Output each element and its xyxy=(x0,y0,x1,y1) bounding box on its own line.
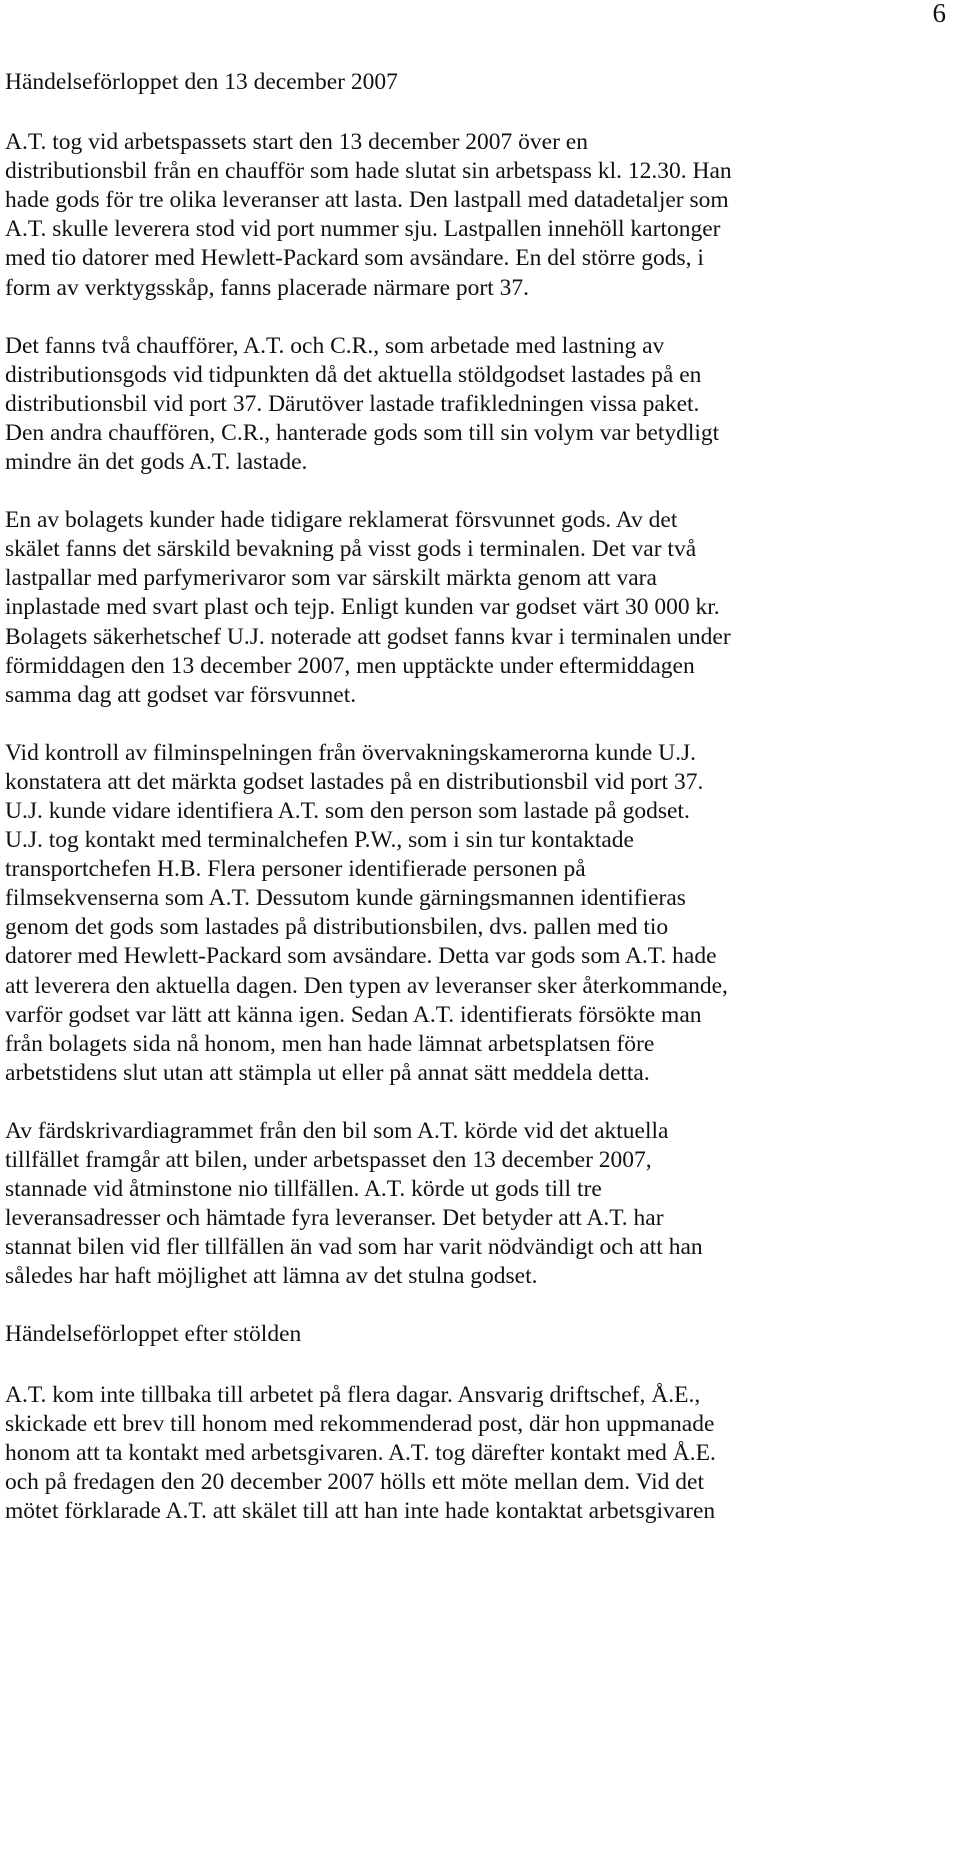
text-line: A.T. skulle leverera stod vid port nummer sju. Lastpallen innehöll kartonger xyxy=(5,216,721,243)
text-line: stannade vid åtminstone nio tillfällen. A.T. körde ut gods till tre xyxy=(5,1176,602,1203)
paragraph xyxy=(5,332,955,477)
text-line: form av verktygsskåp, fanns placerade närmare port 37. xyxy=(5,274,529,301)
text-line: hade gods för tre olika leveranser att lasta. Den lastpall med datadetaljer som xyxy=(5,187,729,214)
text-line: A.T. kom inte tillbaka till arbetet på flera dagar. Ansvarig driftschef, Å.E., xyxy=(5,1381,701,1408)
section-heading: Händelseförloppet den 13 december 2007 xyxy=(5,69,398,95)
text-line: och på fredagen den 20 december 2007 hölls ett möte mellan dem. Vid det xyxy=(5,1468,705,1495)
text-line: Bolagets säkerhetschef U.J. noterade att godset fanns kvar i terminalen under xyxy=(5,623,731,650)
paragraph xyxy=(5,739,955,1088)
text-line: skälet fanns det särskild bevakning på visst gods i terminalen. Det var två xyxy=(5,536,697,563)
text-line: Av färdskrivardiagrammet från den bil som A.T. körde vid det aktuella xyxy=(5,1117,669,1144)
text-line: stannat bilen vid fler tillfällen än vad som har varit nödvändigt och att han xyxy=(5,1234,703,1261)
text-line: mötet förklarade A.T. att skälet till att han inte hade kontaktat arbetsgivaren xyxy=(5,1497,716,1524)
text-line: mindre än det gods A.T. lastade. xyxy=(5,449,308,476)
text-line: transportchefen H.B. Flera personer identifierade personen på xyxy=(5,856,586,883)
text-line: skickade ett brev till honom med rekommenderad post, där hon uppmanade xyxy=(5,1410,715,1437)
text-line: med tio datorer med Hewlett-Packard som avsändare. En del större gods, i xyxy=(5,245,704,272)
text-line: Den andra chauffören, C.R., hanterade gods som till sin volym var betydligt xyxy=(5,419,720,446)
text-line: samma dag att godset var försvunnet. xyxy=(5,681,357,708)
text-line: genom det gods som lastades på distributionsbilen, dvs. pallen med tio xyxy=(5,914,669,941)
text-line: datorer med Hewlett-Packard som avsändare. Detta var gods som A.T. hade xyxy=(5,943,717,970)
text-line: lastpallar med parfymerivaror som var särskilt märkta genom att vara xyxy=(5,565,657,592)
section-heading: Händelseförloppet efter stölden xyxy=(5,1321,302,1348)
text-line: Det fanns två chaufförer, A.T. och C.R., som arbetade med lastning av xyxy=(5,332,665,359)
text-line: filmsekvenserna som A.T. Dessutom kunde gärningsmannen identifieras xyxy=(5,885,686,912)
text-line: distributionsbil vid port 37. Därutöver lastade trafikledningen vissa paket. xyxy=(5,390,700,417)
text-line: konstatera att det märkta godset lastades på en distributionsbil vid port 37. xyxy=(5,768,704,795)
text-line: från bolagets sida nå honom, men han hade lämnat arbetsplatsen före xyxy=(5,1030,655,1057)
text-line: Vid kontroll av filminspelningen från övervakningskamerorna kunde U.J. xyxy=(5,739,697,766)
document-body xyxy=(5,68,955,1555)
text-line: distributionsgods vid tidpunkten då det aktuella stöldgodset lastades på en xyxy=(5,361,702,388)
text-line: honom att ta kontakt med arbetsgivaren. A.T. tog därefter kontakt med Å.E. xyxy=(5,1439,716,1466)
paragraph xyxy=(5,506,955,710)
text-line: förmiddagen den 13 december 2007, men upptäckte under eftermiddagen xyxy=(5,652,695,679)
paragraph xyxy=(5,1381,955,1526)
text-line: distributionsbil från en chaufför som hade slutat sin arbetspass kl. 12.30. Han xyxy=(5,158,732,185)
text-line: A.T. tog vid arbetspassets start den 13 december 2007 över en xyxy=(5,129,588,156)
text-line: U.J. kunde vidare identifiera A.T. som den person som lastade på godset. xyxy=(5,797,690,824)
text-line: således har haft möjlighet att lämna av det stulna godset. xyxy=(5,1263,538,1290)
text-line: En av bolagets kunder hade tidigare reklamerat försvunnet gods. Av det xyxy=(5,507,678,534)
text-line: tillfället framgår att bilen, under arbetspasset den 13 december 2007, xyxy=(5,1147,652,1173)
paragraph xyxy=(5,128,955,303)
text-line: leveransadresser och hämtade fyra leveranser. Det betyder att A.T. har xyxy=(5,1205,664,1232)
text-line: varför godset var lätt att känna igen. Sedan A.T. identifierats försökte man xyxy=(5,1001,702,1028)
page-number: 6 xyxy=(932,0,946,28)
text-line: inplastade med svart plast och tejp. Enligt kunden var godset värt 30 000 kr. xyxy=(5,594,720,621)
text-line: arbetstidens slut utan att stämpla ut eller på annat sätt meddela detta. xyxy=(5,1059,650,1086)
paragraph xyxy=(5,1117,955,1292)
text-line: U.J. tog kontakt med terminalchefen P.W., som i sin tur kontaktade xyxy=(5,827,634,854)
text-line: att leverera den aktuella dagen. Den typen av leveranser sker återkommande, xyxy=(5,972,728,999)
